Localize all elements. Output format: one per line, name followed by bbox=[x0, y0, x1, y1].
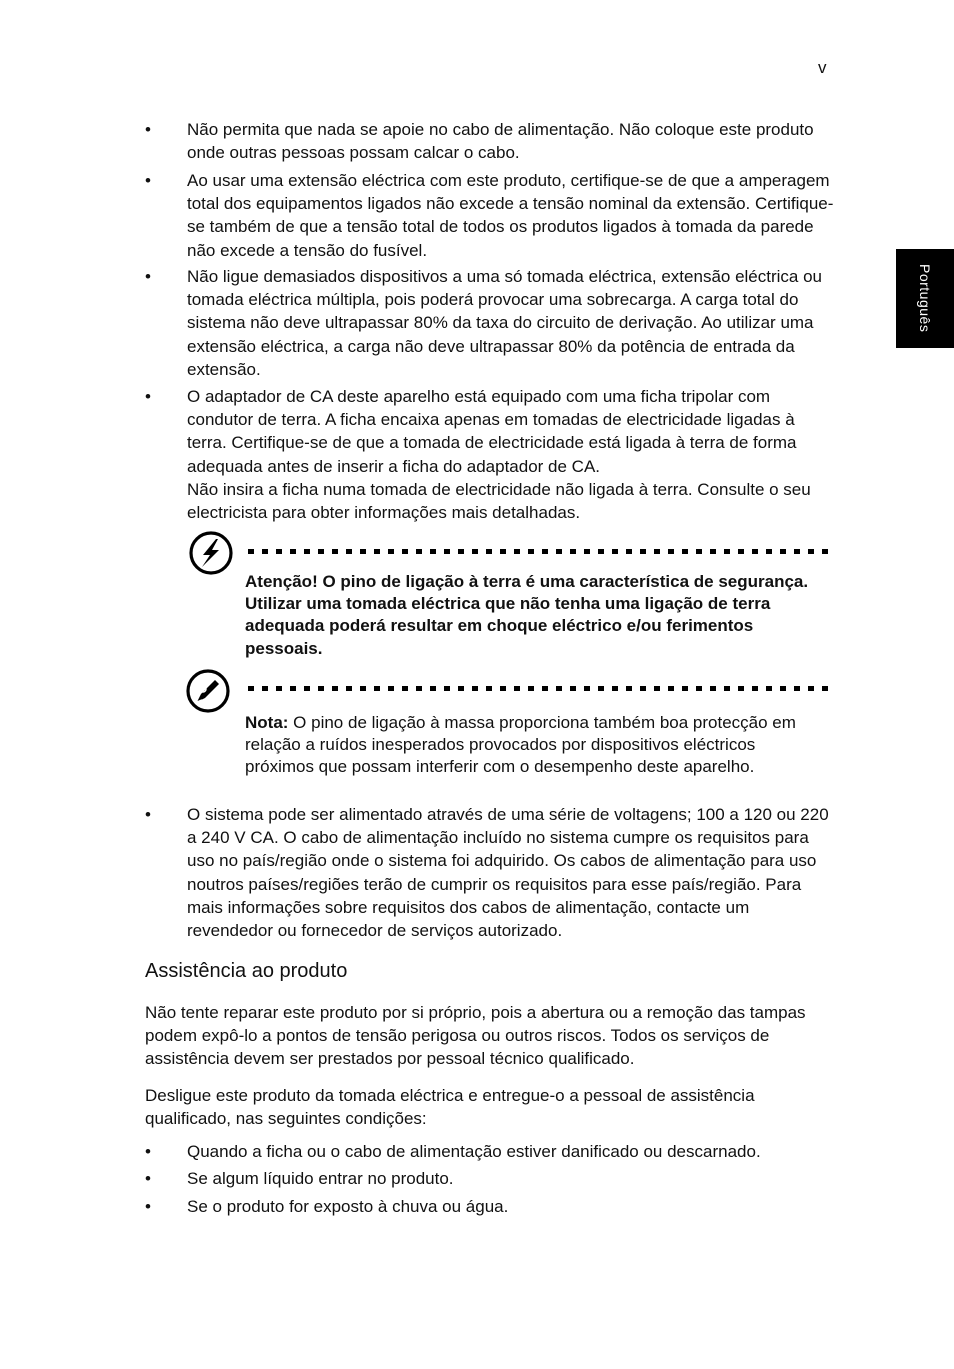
list-item: Quando a ficha ou o cabo de alimentação estiver danificado ou descarnado. bbox=[187, 1142, 761, 1161]
section-paragraph: Desligue este produto da tomada eléctrica e entregue-o a pessoal de assistência qualificado, nas seguintes condições: bbox=[145, 1086, 755, 1129]
note-label: Nota: bbox=[245, 713, 289, 732]
list-item: Ao usar uma extensão eléctrica com este produto, certifique-se de que a amperagem total dos equipamentos ligados não excede a tensão nominal da extensão. Certifique-se também de que a tensão total de todos os produtos ligados à tomada da parede não excede a tensão do fusível. bbox=[187, 171, 834, 260]
note-pen-icon bbox=[185, 668, 231, 719]
note-body: O pino de ligação à massa proporciona também boa protecção em relação a ruídos inesperados provocados por dispositivos eléctricos próximos que possam interferir com o desempenho deste aparelho. bbox=[245, 713, 796, 777]
list-item-continuation: Não insira a ficha numa tomada de electricidade não ligada à terra. Consulte o seu electricista para obter informações mais detalhadas. bbox=[187, 480, 811, 523]
bullet-marker: • bbox=[145, 387, 151, 406]
bullet-marker: • bbox=[145, 805, 151, 824]
warning-text: Atenção! O pino de ligação à terra é uma característica de segurança. Utilizar uma tomada eléctrica que não tenha uma ligação de terra adequada poderá resultar em choque eléctrico e/ou ferimentos pessoais. bbox=[245, 572, 809, 658]
bullet-marker: • bbox=[145, 1197, 151, 1216]
section-paragraph: Não tente reparar este produto por si próprio, pois a abertura ou a remoção das tampas podem expô-lo a pontos de tensão perigosa ou outros riscos. Todos os serviços de assistência devem ser prestados por pessoal técnico qualificado. bbox=[145, 1003, 806, 1069]
section-heading: Assistência ao produto bbox=[145, 960, 348, 982]
note-divider bbox=[248, 686, 832, 691]
bullet-marker: • bbox=[145, 1169, 151, 1188]
language-side-tab bbox=[896, 249, 954, 348]
bullet-marker: • bbox=[145, 1142, 151, 1161]
list-item: O sistema pode ser alimentado através de uma série de voltagens; 100 a 120 ou 220 a 240 V CA. O cabo de alimentação incluído no sistema cumpre os requisitos para uso no país/região onde o sistema foi adquirido. Os cabos de alimentação para uso noutros países/regiões terão de cumprir os requisitos para esse país/região. Para mais informações sobre requisitos dos cabos de alimentação, contacte um revendedor ou fornecedor de serviços autorizado. bbox=[187, 805, 829, 941]
list-item: O adaptador de CA deste aparelho está equipado com uma ficha tripolar com condutor de terra. A ficha encaixa apenas em tomadas de electricidade ligadas à terra. Certifique-se de que a tomada de electricidade está ligada à terra de forma adequada antes de inserir a ficha do adaptador de CA. bbox=[187, 387, 797, 476]
page-number: v bbox=[818, 58, 827, 77]
list-item: Não permita que nada se apoie no cabo de alimentação. Não coloque este produto onde outras pessoas possam calcar o cabo. bbox=[187, 120, 814, 163]
warning-divider bbox=[248, 549, 832, 554]
side-tab-label: Português bbox=[917, 264, 933, 333]
note-text bbox=[245, 712, 825, 779]
list-item: Se algum líquido entrar no produto. bbox=[187, 1169, 454, 1188]
bullet-marker: • bbox=[145, 171, 151, 190]
bullet-marker: • bbox=[145, 267, 151, 286]
lightning-warning-icon bbox=[188, 530, 234, 581]
list-item: Se o produto for exposto à chuva ou água. bbox=[187, 1197, 509, 1216]
list-item: Não ligue demasiados dispositivos a uma só tomada eléctrica, extensão eléctrica ou tomada eléctrica múltipla, pois poderá provocar uma sobrecarga. A carga total do sistema não deve ultrapassar 80% da taxa do circuito de derivação. Ao utilizar uma extensão eléctrica, a carga não deve ultrapassar 80% da potência de entrada da extensão. bbox=[187, 267, 823, 379]
bullet-marker: • bbox=[145, 120, 151, 139]
